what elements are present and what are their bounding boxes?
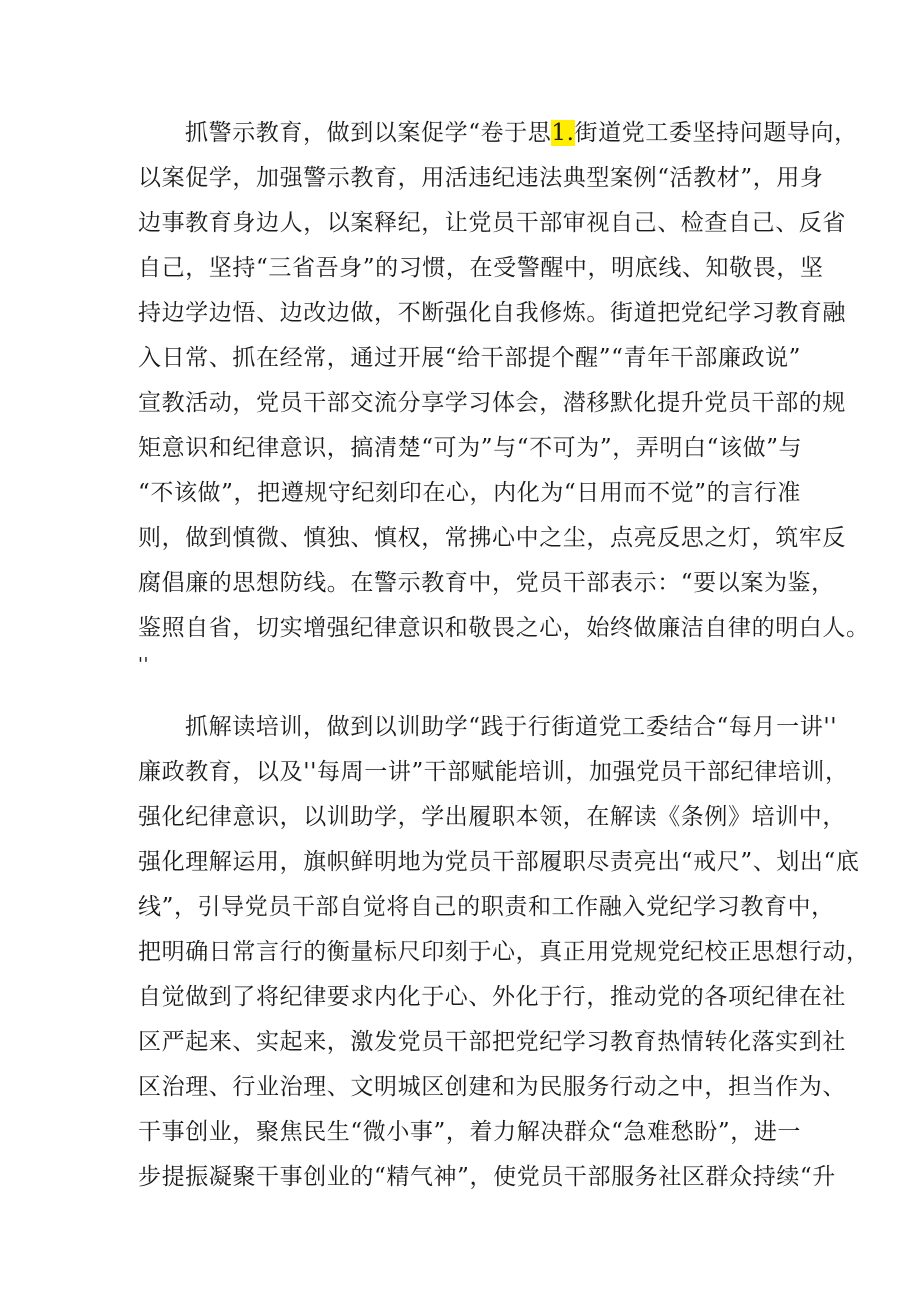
text-line: 入日常、抓在经常，通过开展“给干部提个醒”“青年干部廉政说”: [138, 345, 802, 371]
text-line: 腐倡廉的思想防线。在警示教育中，党员干部表示：“要以案为鉴，: [138, 570, 835, 596]
text-line: [185, 118, 858, 148]
text-line: 宣教活动，党员干部交流分享学习体会，潜移默化提升党员干部的规: [138, 390, 846, 416]
text-line: 线”，引导党员干部自觉将自己的职责和工作融入党纪学习教育中，: [138, 894, 835, 920]
text-line: 自觉做到了将纪律要求内化于心、外化于行，推动党的各项纪律在社: [138, 984, 846, 1010]
text-line: 干事创业，聚焦民生“微小事”，着力解决群众“急难愁盼”，进一: [138, 1119, 802, 1145]
text-line: 步提振凝聚干事创业的“精气神”，使党员干部服务社区群众持续“升: [138, 1164, 836, 1190]
text-line: 则，做到慎微、慎独、慎权，常拂心中之尘，点亮反思之灯，筑牢反: [138, 525, 846, 551]
line-text: 街道党工委坚持问题导向，: [574, 120, 858, 146]
line-text: 抓警示教育，做到以案促学“卷于思: [185, 120, 552, 146]
text-line: “不该做”，把遵规守纪刻印在心，内化为“日用而不觉”的言行准: [138, 480, 802, 506]
text-line: 强化理解运用，旗帜鲜明地为党员干部履职尽责亮出“戒尺”、划出“底: [138, 849, 860, 875]
highlighted-text: 1.: [551, 120, 575, 146]
text-line: 自己，坚持“三省吾身”的习惯，在受警醒中，明底线、知敬畏，坚: [138, 255, 824, 281]
text-line: 廉政教育，以及''每周一讲”干部赋能培训，加强党员干部纪律培训，: [138, 759, 849, 785]
text-line: 矩意识和纪律意识，搞清楚“可为”与“不可为”，弄明白“该做”与: [138, 435, 803, 461]
text-line: 边事教育身边人，以案释纪，让党员干部审视自己、检查自己、反省: [138, 210, 846, 236]
text-line: 把明确日常言行的衡量标尺印刻于心，真正用党规党纪校正思想行动，: [138, 939, 870, 965]
text-line: 以案促学，加强警示教育，用活违纪违法典型案例“活教材”，用身: [138, 165, 824, 191]
text-line: 区严起来、实起来，激发党员干部把党纪学习教育热情转化落实到社: [138, 1029, 846, 1055]
text-line: 强化纪律意识，以训助学，学出履职本领，在解读《条例》培训中，: [138, 804, 846, 830]
text-line: 鉴照自省，切实增强纪律意识和敬畏之心，始终做廉洁自律的明白人。: [138, 615, 870, 641]
text-line: 抓解读培训，做到以训助学“践于行街道党工委结合“每月一讲'': [185, 714, 838, 740]
text-line: '': [138, 654, 150, 675]
text-line: 持边学边悟、边改边做，不断强化自我修炼。街道把党纪学习教育融: [138, 300, 846, 326]
text-line: 区治理、行业治理、文明城区创建和为民服务行动之中，担当作为、: [138, 1074, 846, 1100]
